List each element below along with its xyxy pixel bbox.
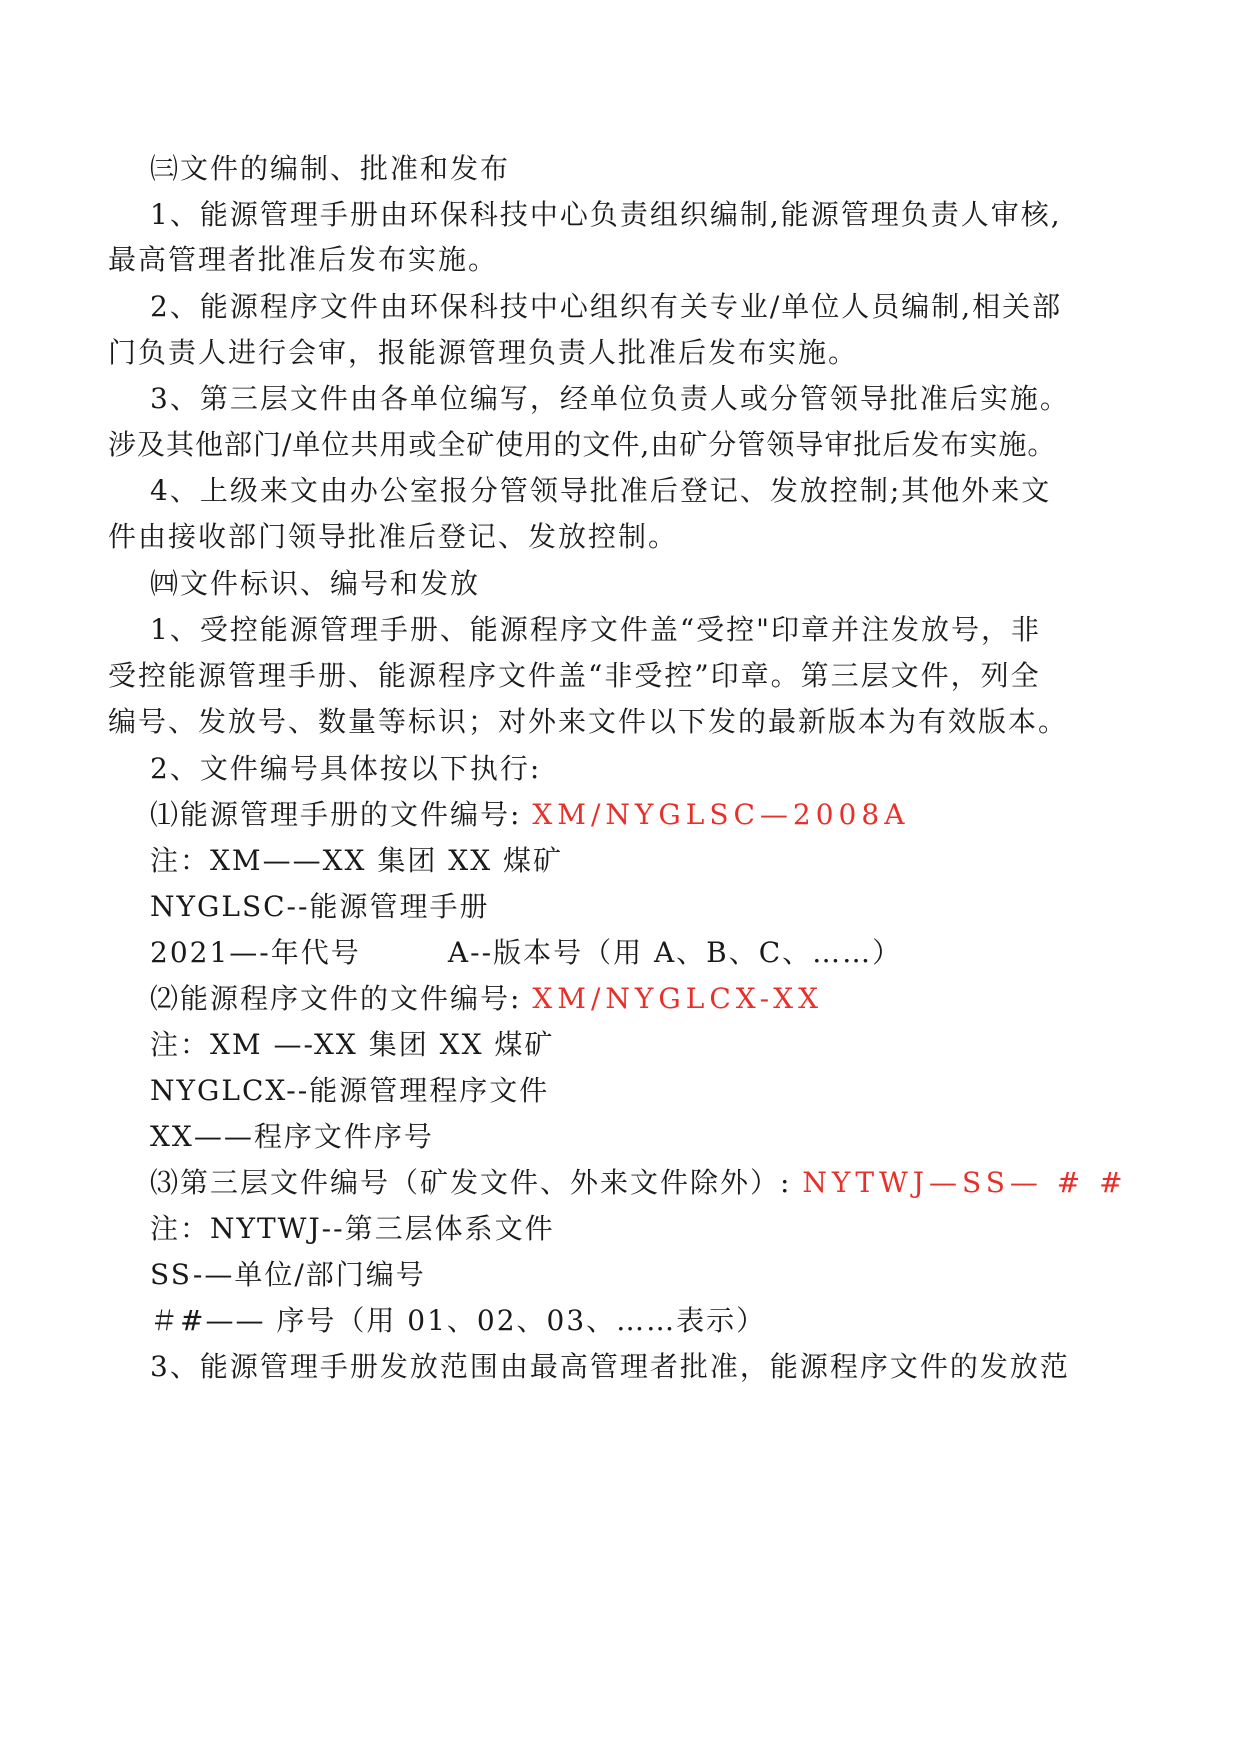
paragraph-line: 3、能源管理手册发放范围由最高管理者批准，能源程序文件的发放范	[150, 1350, 1070, 1383]
code-line-1	[150, 798, 909, 832]
paragraph-line: 最高管理者批准后发布实施。	[108, 243, 499, 276]
paragraph-line: 4、上级来文由办公室报分管领导批准后登记、发放控制;其他外来文	[150, 474, 1052, 507]
note-line: XX——程序文件序号	[150, 1120, 434, 1153]
note-line: 注：NYTWJ--第三层体系文件	[150, 1212, 555, 1245]
paragraph-line: 涉及其他部门/单位共用或全矿使用的文件,由矿分管领导审批后发布实施。	[108, 428, 1057, 461]
code-line-3	[150, 1166, 1128, 1200]
code-label: ⑶第三层文件编号（矿发文件、外来文件除外）:	[150, 1166, 792, 1199]
paragraph-line: 2、能源程序文件由环保科技中心组织有关专业/单位人员编制,相关部	[150, 290, 1063, 323]
note-line: 注：XM——XX 集团 XX 煤矿	[150, 844, 564, 877]
code-label: ⑵能源程序文件的文件编号:	[150, 982, 522, 1015]
code-value: NYTWJ—SS— # #	[802, 1166, 1128, 1199]
note-line: 注：XM —-XX 集团 XX 煤矿	[150, 1028, 555, 1061]
section-heading-4: ㈣文件标识、编号和发放	[150, 567, 481, 600]
code-value: XM/NYGLCX-XX	[532, 982, 824, 1015]
paragraph-line: 3、第三层文件由各单位编写，经单位负责人或分管领导批准后实施。	[150, 382, 1070, 415]
paragraph-line: 1、受控能源管理手册、能源程序文件盖“受控"印章并注发放号，非	[150, 613, 1042, 646]
paragraph-line: 编号、发放号、数量等标识；对外来文件以下发的最新版本为有效版本。	[108, 705, 1069, 738]
code-label: ⑴能源管理手册的文件编号:	[150, 798, 522, 831]
section-heading-3: ㈢文件的编制、批准和发布	[150, 152, 511, 185]
paragraph-line: 1、能源管理手册由环保科技中心负责组织编制,能源管理负责人审核,	[150, 198, 1062, 231]
paragraph-line: 2、文件编号具体按以下执行:	[150, 752, 542, 785]
code-line-2	[150, 982, 823, 1016]
note-line: NYGLSC--能源管理手册	[150, 890, 490, 923]
paragraph-line: 受控能源管理手册、能源程序文件盖“非受控”印章。第三层文件，列全	[108, 659, 1041, 692]
paragraph-line: 件由接收部门领导批准后登记、发放控制。	[108, 520, 679, 553]
paragraph-line: 门负责人进行会审，报能源管理负责人批准后发布实施。	[108, 336, 859, 369]
note-line: NYGLCX--能源管理程序文件	[150, 1074, 550, 1107]
note-line: 2021—-年代号 A--版本号（用 A、B、C、……）	[150, 936, 903, 969]
note-line: ＃#—— 序号（用 01、02、03、……表示）	[150, 1304, 767, 1337]
note-line: SS-—单位/部门编号	[150, 1258, 426, 1291]
code-value: XM/NYGLSC—2008A	[532, 798, 910, 831]
